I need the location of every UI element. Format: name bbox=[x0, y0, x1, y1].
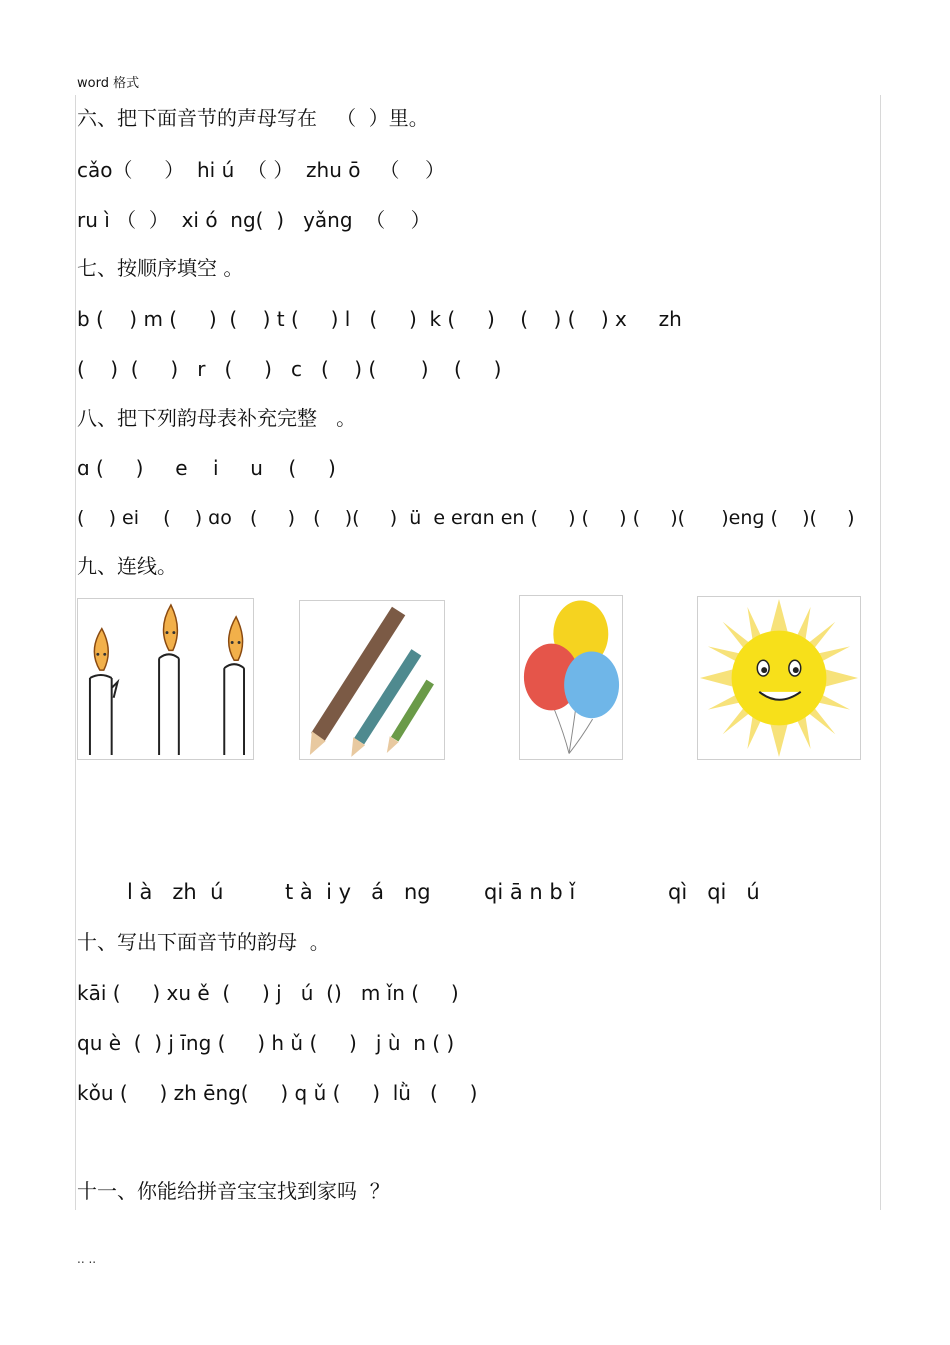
label-pencil: qi ā n b ǐ bbox=[484, 880, 576, 904]
label-candle: l à zh ú bbox=[127, 880, 224, 904]
section-6-line-2: ru ì （ ） xi ó ng( ) yǎng （ ） bbox=[77, 208, 431, 232]
section-7-line-2: ( ) ( ) r ( ) c ( ) ( ) ( ) bbox=[77, 357, 502, 381]
candles-icon bbox=[77, 598, 254, 760]
section-11-title: 十一、你能给拼音宝宝找到家吗 ？ bbox=[77, 1179, 390, 1203]
balloons-icon bbox=[519, 595, 623, 760]
page-header: word 格式 bbox=[77, 76, 140, 91]
section-7-title: 七、按顺序填空 。 bbox=[77, 256, 244, 280]
pencils-icon bbox=[299, 600, 445, 760]
label-balloon: qì qi ú bbox=[668, 880, 760, 904]
sun-icon bbox=[697, 596, 861, 760]
section-10-line-2: qu è ( ) j īng ( ) h ǔ ( ) j ù n ( ) bbox=[77, 1031, 455, 1055]
section-8-line-1: ɑ ( ) e i u ( ) bbox=[77, 456, 336, 480]
matching-images bbox=[0, 595, 950, 765]
section-10-title: 十、写出下面音节的韵母 。 bbox=[77, 930, 330, 954]
section-6-line-1: cǎo（ ） hi ú （ ） zhu ō （ ） bbox=[77, 158, 445, 182]
section-8-line-2: ( ) ei ( ) ɑo ( ) ( )( ) ü e erɑn en ( ) ( ) ( )( )enɡ ( )( ) bbox=[77, 507, 855, 529]
section-6-title: 六、把下面音节的声母写在 （ ）里。 bbox=[77, 106, 429, 130]
page-footer: .. .. bbox=[77, 1252, 97, 1266]
matching-labels bbox=[0, 880, 950, 910]
section-10-line-3: kǒu ( ) zh ēng( ) q ǔ ( ) lǜ ( ) bbox=[77, 1081, 478, 1105]
section-7-line-1: b ( ) m ( ) ( ) t ( ) l ( ) k ( ) ( ) ( ) x zh bbox=[77, 307, 682, 331]
section-10-line-1: kāi ( ) xu ě ( ) j ú () m ǐn ( ) bbox=[77, 981, 459, 1005]
section-9-title: 九、连线。 bbox=[77, 554, 177, 578]
label-sun: t à i y á ng bbox=[285, 880, 431, 904]
section-8-title: 八、把下列韵母表补充完整 。 bbox=[77, 406, 357, 430]
